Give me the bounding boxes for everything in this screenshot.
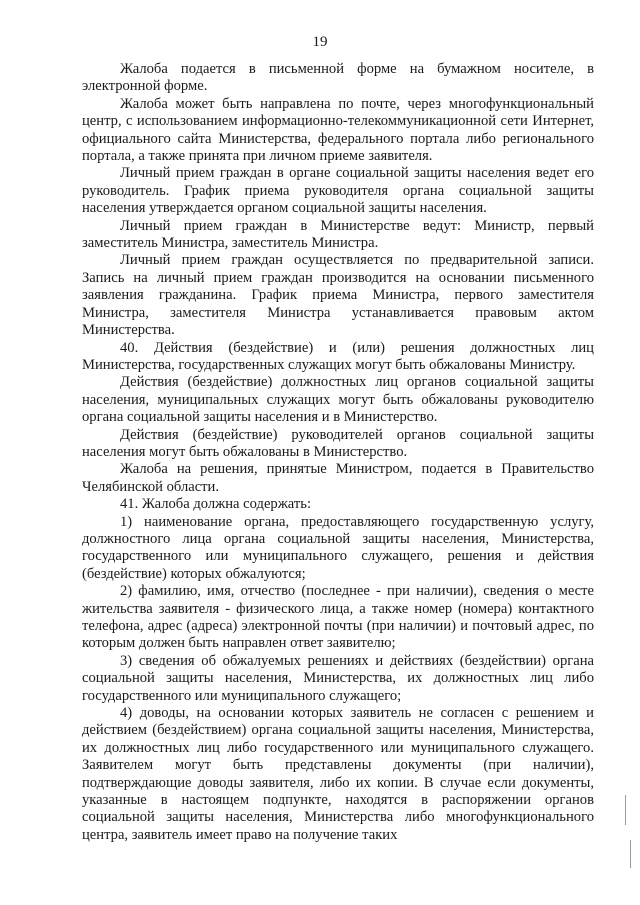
paragraph-item-40: 40. Действия (бездействие) и (или) решения должностных лиц Министерства, государственных служащих могут быть обжалованы Министру. <box>82 339 594 373</box>
list-item-1: 1) наименование органа, предоставляющего государственную услугу, должностного лица органа социальной защиты населения, Министерства, государственного или муниципального служащего, решения и действия (бездействие) которых обжалуются; <box>82 513 594 582</box>
paragraph-personal-reception-ministry: Личный прием граждан в Министерстве ведут: Министр, первый заместитель Министра, заместитель Министра. <box>82 217 594 252</box>
scan-artifact-line <box>625 795 626 825</box>
scan-artifact-line <box>630 840 631 868</box>
list-item-4: 4) доводы, на основании которых заявитель не согласен с решением и действием (бездействием) органа социальной защиты населения, Министерства, их должностных лиц либо государственного или муниципального служащего. Заявителем могут быть представлены документы (при наличии), подтверждающие доводы заявителя, либо их копии. В случае если документы, указанные в настоящем подпункте, находятся в распоряжении органов социальной защиты населения, Министерства либо многофункционального центра, заявитель имеет право на получение таких <box>82 705 594 843</box>
paragraph-personal-reception-organ: Личный прием граждан в органе социальной защиты населения ведет его руководитель. График приема руководителя органа социальной защиты населения утверждается органом социальной защиты населения. <box>82 165 594 217</box>
paragraph-organ-officials-appeal: Действия (бездействие) должностных лиц органов социальной защиты населения, муниципальных служащих могут быть обжалованы руководителю органа социальной защиты населения и в Министерство. <box>82 374 594 426</box>
paragraph-complaint-form: Жалоба подается в письменной форме на бумажном носителе, в электронной форме. <box>82 61 594 95</box>
list-item-2: 2) фамилию, имя, отчество (последнее - при наличии), сведения о месте жительства заявителя - физического лица, а также номер (номера) контактного телефона, адрес (адреса) электронной почты (при наличии) и почтовый адрес, по которым должен быть направлен ответ заявителю; <box>82 583 594 652</box>
page-number: 19 <box>312 34 328 50</box>
paragraph-item-41: 41. Жалоба должна содержать: <box>120 496 311 513</box>
paragraph-reception-appointment: Личный прием граждан осуществляется по предварительной записи. Запись на личный прием граждан производится на основании письменного заявления гражданина. График приема Министра, первого заместителя Министра, заместителя Министра устанавливается правовым актом Министерства. <box>82 252 594 339</box>
paragraph-organ-heads-appeal: Действия (бездействие) руководителей органов социальной защиты населения могут быть обжалованы в Министерство. <box>82 426 594 460</box>
document-body <box>82 61 594 844</box>
paragraph-minister-decisions-appeal: Жалоба на решения, принятые Министром, подается в Правительство Челябинской области. <box>82 461 594 495</box>
list-item-3: 3) сведения об обжалуемых решениях и действиях (бездействии) органа социальной защиты населения, Министерства, их должностных лиц либо государственного или муниципального служащего; <box>82 652 594 704</box>
paragraph-complaint-channels: Жалоба может быть направлена по почте, через многофункциональный центр, с использованием информационно-телекоммуникационной сети Интернет, официального сайта Министерства, федерального портала либо регионального портала, а также принята при личном приеме заявителя. <box>82 95 594 165</box>
